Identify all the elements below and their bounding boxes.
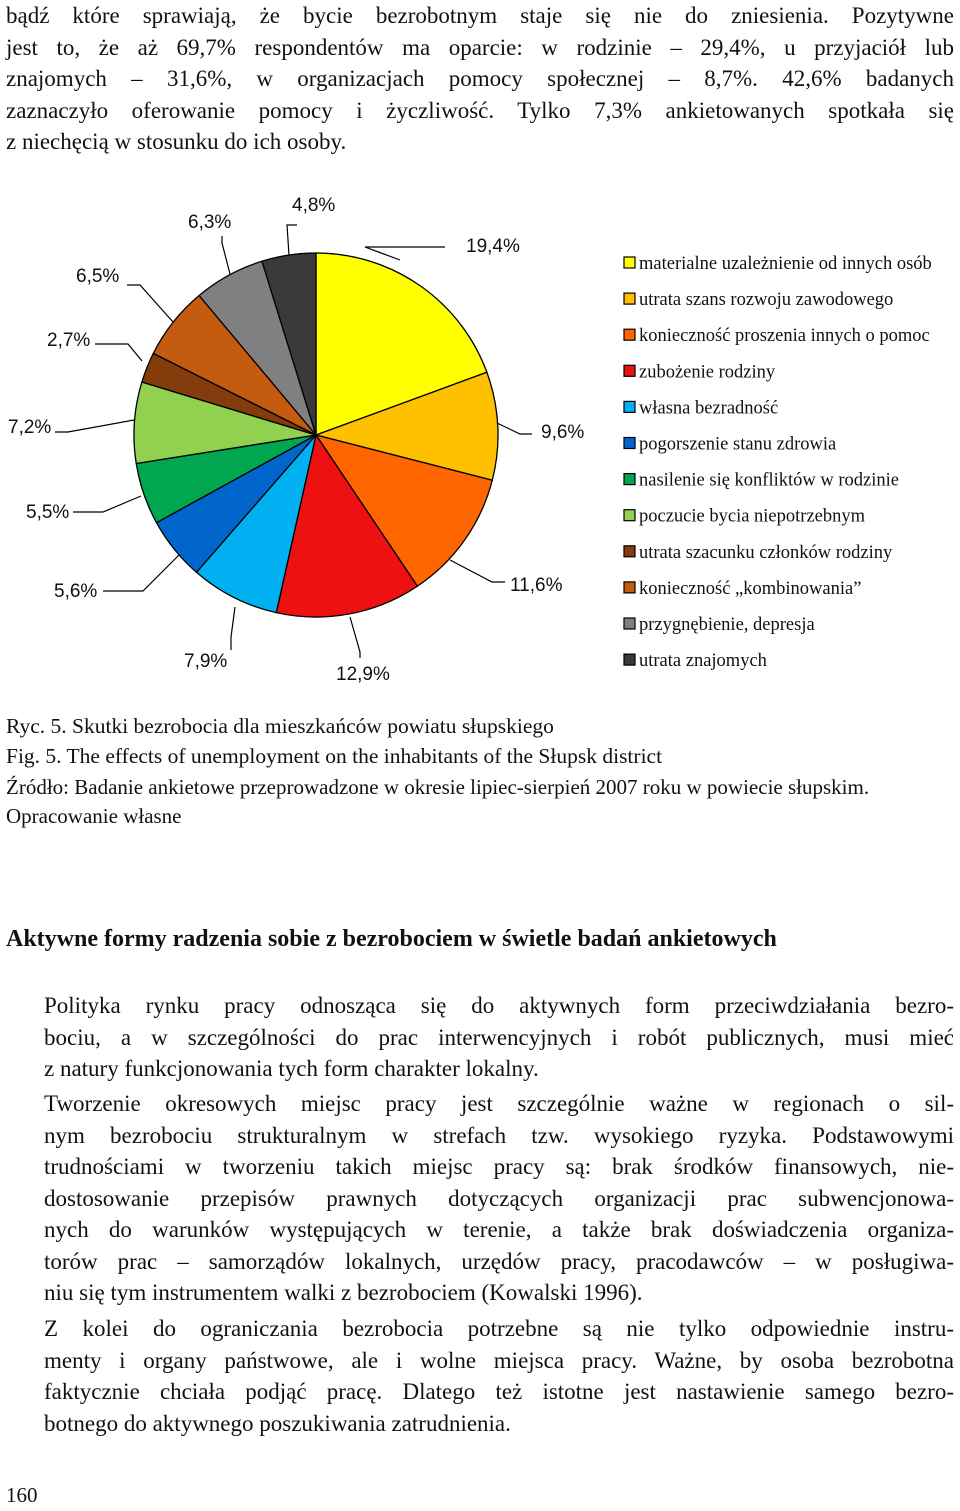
legend-swatch	[624, 582, 635, 593]
legend-label: przygnębienie, depresja	[639, 615, 815, 635]
text-line: dostosowanie przepisów prawnych dotyczących organizacji prac subwencjonowa-	[44, 1185, 954, 1211]
legend-swatch	[624, 474, 635, 485]
text-line: nym bezrobociu strukturalnym w strefach tzw. wysokiego ryzyka. Podstawowymi	[44, 1122, 954, 1148]
legend-label: materialne uzależnienie od innych osób	[639, 254, 932, 274]
legend-label: pogorszenie stanu zdrowia	[639, 434, 837, 455]
text-line: trudnościami w tworzeniu takich miejsc pracy są: brak środków finansowych, nie-	[44, 1154, 954, 1179]
pie-data-label: 12,9%	[336, 664, 390, 685]
legend-label: własna bezradność	[639, 398, 779, 419]
page-number: 160	[6, 1483, 38, 1507]
chart-legend	[624, 254, 932, 671]
pie-slices	[134, 253, 498, 617]
figure-caption-en: Fig. 5. The effects of unemployment on the inhabitants of the Słupsk district	[6, 744, 663, 768]
leader-line	[287, 225, 297, 255]
text-line: zaznaczyło oferowanie pomocy i życzliwość. Tylko 7,3% ankietowanych spotkała się	[6, 97, 954, 123]
legend-label: poczucie bycia niepotrzebnym	[639, 506, 866, 527]
leader-line	[55, 420, 134, 432]
section-heading: Aktywne formy radzenia sobie z bezrobociem w świetle badań ankietowych	[6, 926, 777, 952]
figure-source: Źródło: Badanie ankietowe przeprowadzone w okresie lipiec-sierpień 2007 roku w powiecie słupskim. Opracowanie własne	[6, 775, 870, 828]
text-line: z niechęcią w stosunku do ich osoby.	[6, 129, 347, 154]
legend-swatch	[624, 293, 635, 304]
pie-data-label: 4,8%	[292, 195, 336, 216]
legend-label: zubożenie rodziny	[639, 362, 776, 383]
pie-data-label: 19,4%	[466, 236, 520, 257]
pie-data-label: 5,6%	[54, 581, 98, 602]
legend-label: konieczność proszenia innych o pomoc	[639, 326, 930, 347]
legend-swatch	[624, 546, 635, 557]
text-line: Tworzenie okresowych miejsc pracy jest szczególnie ważne w regionach o sil-	[44, 1091, 954, 1116]
pie-data-label: 7,9%	[184, 651, 228, 672]
legend-swatch	[624, 438, 635, 449]
legend-label: utrata znajomych	[639, 651, 767, 672]
pie-data-label: 6,5%	[76, 266, 120, 287]
legend-label: utrata szacunku członków rodziny	[639, 542, 893, 563]
text-line: nych do warunków występujących w terenie, a także brak doświadczenia organiza-	[44, 1217, 954, 1242]
legend-swatch	[624, 329, 635, 340]
legend-swatch	[624, 510, 635, 521]
leader-line	[222, 236, 230, 274]
text-line: bądź które sprawiają, że bycie bezrobotnym staje się nie do zniesienia. Pozytywne	[6, 3, 954, 28]
text-line: botnego do aktywnego poszukiwania zatrudnienia.	[44, 1410, 511, 1436]
figure-caption-pl: Ryc. 5. Skutki bezrobocia dla mieszkańców powiatu słupskiego	[6, 714, 554, 738]
leader-line	[350, 617, 360, 658]
leader-line	[73, 496, 141, 512]
legend-label: konieczność „kombinowania”	[639, 578, 862, 599]
text-line: jest to, że aż 69,7% respondentów ma oparcie: w rodzinie – 29,4%, u przyjaciół lub	[6, 34, 954, 60]
leader-line	[127, 285, 173, 322]
body-paragraph	[6, 1088, 954, 1309]
text-line: menty i organy państwowe, ale i wolne miejsca pracy. Ważne, by osoba bezrobotna	[44, 1347, 954, 1373]
pie-chart	[0, 170, 960, 700]
text-line: bociu, a w szczególności do prac interwencyjnych i robót publicznych, musi mieć	[44, 1024, 954, 1050]
legend-swatch	[624, 257, 635, 268]
pie-data-label: 6,3%	[188, 212, 232, 233]
leader-line	[365, 247, 445, 260]
body-paragraph	[6, 1313, 954, 1439]
pie-data-label: 5,5%	[26, 502, 70, 523]
text-line: niu się tym instrumentem walki z bezrobociem (Kowalski 1996).	[44, 1280, 643, 1305]
text-line: Z kolei do ograniczania bezrobocia potrzebne są nie tylko odpowiednie instru-	[44, 1316, 954, 1341]
legend-swatch	[624, 401, 635, 412]
intro-paragraph	[6, 0, 954, 158]
text-line: torów prac – samorządów lokalnych, urzędów pracy, pracodawców – w posługiwa-	[44, 1248, 954, 1274]
legend-label: nasilenie się konfliktów w rodzinie	[639, 470, 899, 491]
text-line: znajomych – 31,6%, w organizacjach pomocy społecznej – 8,7%. 42,6% badanych	[6, 66, 954, 91]
leader-line	[103, 555, 179, 591]
legend-swatch	[624, 618, 635, 629]
body-paragraph	[6, 990, 954, 1085]
leader-line	[450, 560, 505, 582]
leader-line	[497, 423, 532, 434]
legend-swatch	[624, 654, 635, 665]
pie-data-label: 9,6%	[541, 422, 585, 443]
text-line: faktycznie chciała podjąć pracę. Dlatego też istotne jest nastawienie samego bezro-	[44, 1379, 954, 1404]
text-line: z natury funkcjonowania tych form charakter lokalny.	[44, 1056, 539, 1081]
leader-line	[95, 344, 142, 361]
pie-data-label: 2,7%	[47, 330, 91, 351]
leader-line	[231, 607, 235, 650]
text-line: Polityka rynku pracy odnosząca się do aktywnych form przeciwdziałania bezro-	[44, 993, 954, 1018]
pie-data-label: 11,6%	[510, 575, 563, 596]
legend-label: utrata szans rozwoju zawodowego	[639, 290, 894, 311]
legend-swatch	[624, 365, 635, 376]
pie-data-label: 7,2%	[8, 417, 52, 438]
